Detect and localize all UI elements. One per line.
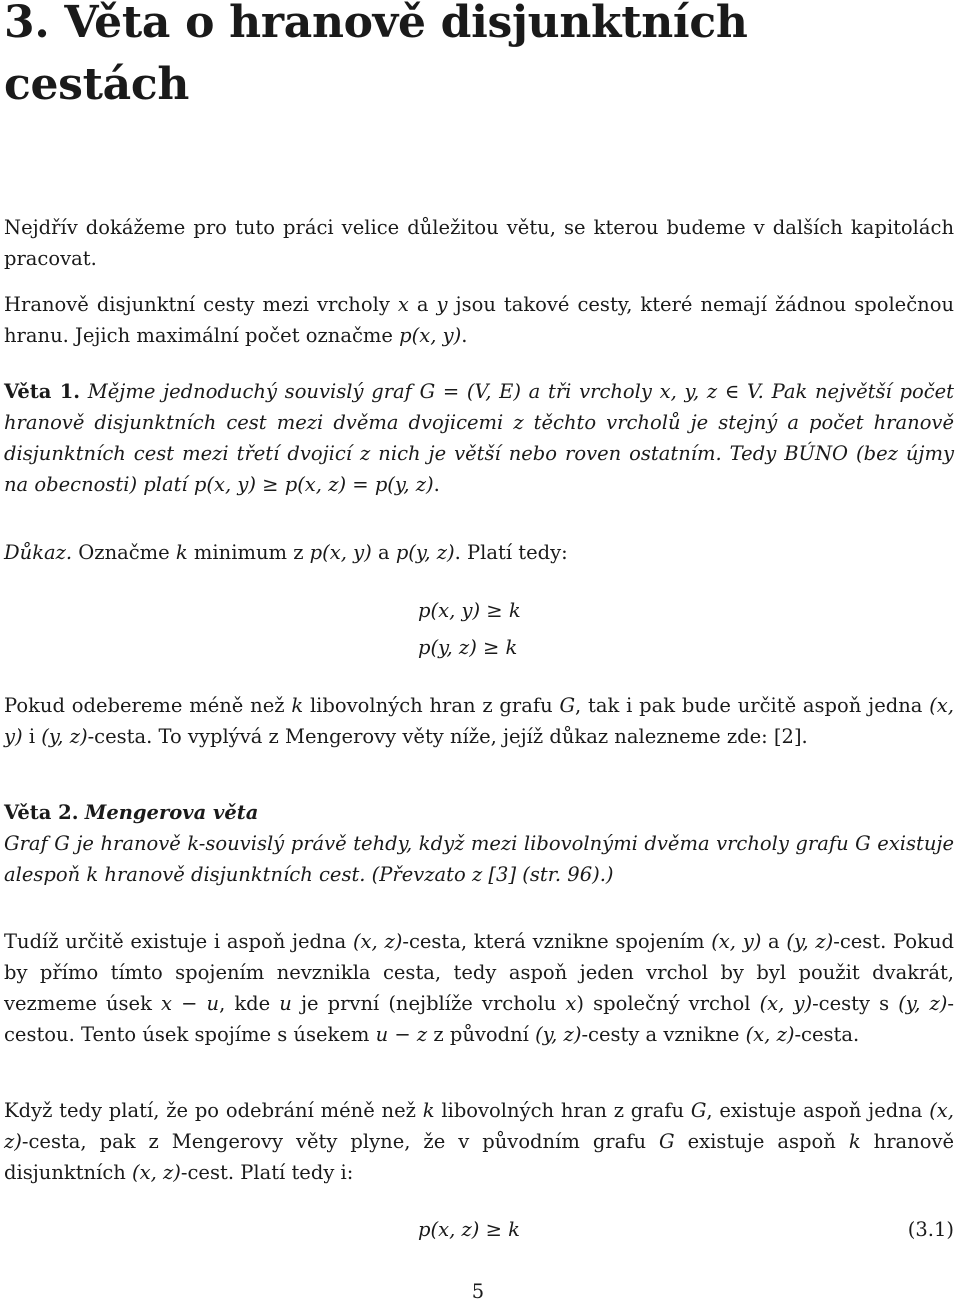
chapter-heading bbox=[4, 0, 954, 116]
page-number: 5 bbox=[471, 1280, 485, 1303]
intro-paragraph-1: Nejdřív dokážeme pro tuto práci velice důležitou větu, se kterou budeme v dalších kapitolách pracovat. bbox=[4, 216, 954, 270]
theorem-1-label: Věta 1. bbox=[4, 380, 81, 403]
intro-paragraph-2: Hranově disjunktní cesty mezi vrcholy x a y jsou takové cesty, které nemají žádnou společnou hranu. Jejich maximální počet označme p(x, y). bbox=[4, 293, 955, 347]
paragraph-4: Když tedy platí, že po odebrání méně než k libovolných hran z grafu G, existuje aspoň jedna (x, z)-cesta, pak z Mengerovy věty plyne, že v původním grafu G existuje aspoň k hranově disjunktních (x, z)-cest. Platí tedy i: bbox=[4, 1099, 955, 1184]
paragraph-3: Tudíž určitě existuje i aspoň jedna (x, z)-cesta, která vznikne spojením (x, y) a (y, z)-cest. Pokud by přímo tímto spojením nevznikla cesta, tedy aspoň jeden vrchol by byl použit dvakrát, vezmeme úsek x − u, kde u je první (nejblíže vrcholu x) společný vrchol (x, y)-cesty s (y, z)-cestou. Tento úsek spojíme s úsekem u − z z původní (y, z)-cesty a vznikne (x, z)-cesta. bbox=[4, 930, 954, 1046]
proof-intro: Důkaz. Označme k minimum z p(x, y) a p(y, z). Platí tedy: bbox=[4, 541, 568, 564]
theorem-2-label: Věta 2. bbox=[4, 801, 79, 824]
math-y: y bbox=[436, 293, 448, 316]
paragraph-after-equations: Pokud odebereme méně než k libovolných hran z grafu G, tak i pak bude určitě aspoň jedna (x, y) i (y, z)-cesta. To vyplývá z Mengerovy věty níže, jejíž důkaz nalezneme zde: [2]. bbox=[4, 694, 955, 748]
theorem-2-name: Mengerova věta bbox=[84, 801, 259, 824]
equation-1: p(x, y) ≥ k bbox=[418, 599, 521, 622]
formula-p-xy: p(x, y) bbox=[399, 324, 462, 347]
equation-number: (3.1) bbox=[907, 1218, 954, 1241]
theorem-2 bbox=[4, 797, 954, 890]
equation-2: p(y, z) ≥ k bbox=[418, 636, 518, 659]
final-equation: p(x, z) ≥ k bbox=[418, 1218, 520, 1241]
theorem-1-text: Mějme jednoduchý souvislý graf G = (V, E) a tři vrcholy x, y, z ∈ V. Pak největší počet hranově disjunktních cest mezi dvěma dvojicemi z těchto vrcholů je stejný a počet hranově disjunktních cest mezi třetí dvojicí z nich je větší nebo roven ostatním. Tedy BÚNO (bez újmy na obecnosti) platí bbox=[4, 380, 954, 496]
math-x: x bbox=[397, 293, 409, 316]
proof-label: Důkaz. bbox=[4, 541, 73, 564]
chapter-heading-line-2: cestách bbox=[4, 59, 190, 110]
theorem-1: Věta 1. Mějme jednoduchý souvislý graf G = (V, E) a tři vrcholy x, y, z ∈ V. Pak největší počet hranově disjunktních cest mezi dvěma dvojicemi z těchto vrcholů je stejný a počet hranově disjunktních cest mezi třetí dvojicí z nich je větší nebo roven ostatním. Tedy BÚNO (bez újmy na obecnosti) platí p(x, y) ≥ p(x, z) = p(y, z). bbox=[4, 380, 954, 496]
chapter-heading-line-1: 3. Věta o hranově disjunktních bbox=[4, 0, 748, 48]
theorem-2-text: Graf G je hranově k-souvislý právě tehdy, když mezi libovolnými dvěma vrcholy grafu G existuje alespoň k hranově disjunktních cest. (Převzato z [3] (str. 96).) bbox=[4, 832, 954, 886]
theorem-1-formula: p(x, y) ≥ p(x, z) = p(y, z) bbox=[193, 473, 434, 496]
